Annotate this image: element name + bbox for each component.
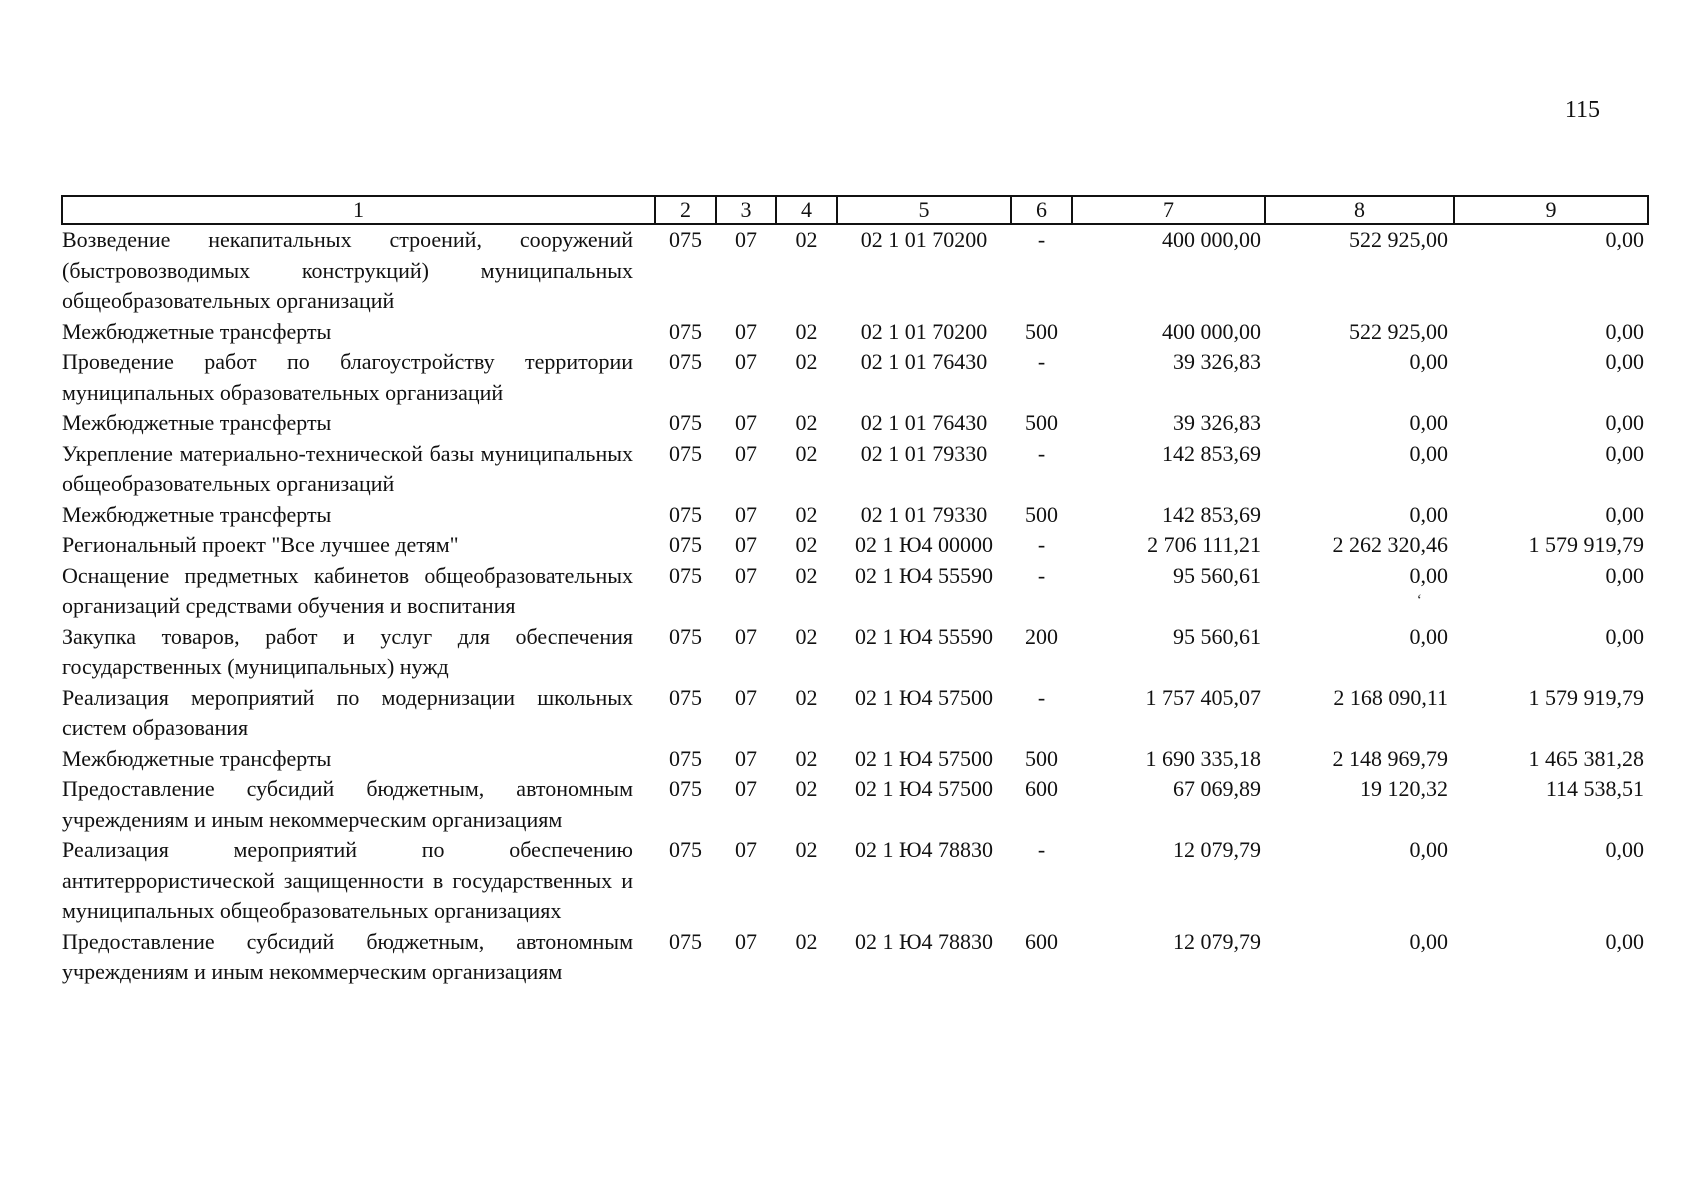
row-subsection [776, 683, 837, 744]
row-section [716, 683, 776, 744]
row-expense-type-text: 500 [1025, 501, 1058, 527]
row-target-article [837, 408, 1011, 439]
row-name [62, 774, 655, 835]
table-row [62, 530, 1648, 561]
row-expense-type-text: - [1037, 440, 1046, 466]
row-amount-8-text: 0,00 [1409, 837, 1448, 862]
row-expense-type [1011, 439, 1072, 500]
row-name [62, 530, 655, 561]
row-target-article [837, 622, 1011, 683]
row-ministry-code [655, 927, 716, 988]
row-amount-8 [1265, 408, 1454, 439]
row-section-text: 07 [735, 684, 757, 710]
row-target-article-text: 02 1 Ю4 55590 [854, 623, 994, 649]
table-row [62, 408, 1648, 439]
row-amount-7 [1072, 561, 1265, 622]
row-amount-8 [1265, 927, 1454, 988]
row-ministry-code-text: 075 [669, 349, 702, 374]
row-section [716, 500, 776, 531]
row-amount-7 [1072, 500, 1265, 531]
table-row [62, 774, 1648, 835]
row-ministry-code [655, 347, 716, 408]
row-name-text: Межбюджетные трансферты [62, 501, 332, 527]
row-target-article [837, 530, 1011, 561]
row-ministry-code [655, 530, 716, 561]
row-ministry-code-text: 075 [669, 684, 702, 710]
row-expense-type [1011, 530, 1072, 561]
row-amount-8 [1265, 317, 1454, 348]
row-amount-7-text: 12 079,79 [1173, 837, 1261, 862]
row-expense-type [1011, 622, 1072, 683]
row-amount-7 [1072, 835, 1265, 927]
budget-table [61, 195, 1649, 988]
row-amount-7 [1072, 683, 1265, 744]
row-subsection [776, 439, 837, 500]
row-expense-type [1011, 224, 1072, 317]
row-section-text: 07 [735, 623, 757, 649]
row-subsection-text: 02 [795, 745, 818, 771]
row-section [716, 561, 776, 622]
row-amount-9-text: 1 579 919,79 [1528, 684, 1644, 710]
row-expense-type [1011, 408, 1072, 439]
row-ministry-code [655, 774, 716, 835]
col-header-5: 5 [837, 196, 1011, 224]
row-name-text: Проведение работ по благоустройству территории муниципальных образовательных организаций [62, 349, 633, 405]
row-name [62, 224, 655, 317]
row-amount-9 [1454, 347, 1648, 408]
row-subsection [776, 744, 837, 775]
row-section-text: 07 [735, 776, 757, 801]
row-ministry-code [655, 561, 716, 622]
header-row [62, 196, 1648, 224]
row-subsection-text: 02 [795, 318, 818, 344]
row-amount-7-text: 1 757 405,07 [1145, 684, 1261, 710]
row-subsection-text: 02 [795, 410, 818, 435]
row-name-text: Реализация мероприятий по модернизации школьных систем образования [62, 684, 633, 740]
row-expense-type [1011, 683, 1072, 744]
row-amount-8 [1265, 622, 1454, 683]
row-name-text: Межбюджетные трансферты [62, 410, 332, 435]
row-expense-type [1011, 744, 1072, 775]
table-row [62, 835, 1648, 927]
row-expense-type [1011, 317, 1072, 348]
col-header-2: 2 [655, 196, 716, 224]
row-amount-8 [1265, 347, 1454, 408]
row-ministry-code-text: 075 [669, 562, 702, 588]
row-target-article-text: 02 1 Ю4 78830 [854, 837, 994, 862]
row-name [62, 500, 655, 531]
row-name-text: Реализация мероприятий по обеспечению антитеррористической защищенности в государственных и муниципальных общеобразовательных организациях [62, 837, 633, 923]
col-header-7: 7 [1072, 196, 1265, 224]
row-ministry-code-text: 075 [669, 837, 702, 862]
row-name-text: Предоставление субсидий бюджетным, автономным учреждениям и иным некоммерческим организациям [62, 776, 633, 832]
row-subsection-text: 02 [795, 684, 818, 710]
row-amount-8-text: 2 148 969,79 [1332, 745, 1448, 771]
row-amount-9-text: 0,00 [1605, 623, 1644, 649]
row-subsection-text: 02 [795, 227, 818, 252]
row-section-text: 07 [735, 532, 757, 557]
page-number: 115 [1564, 97, 1600, 123]
row-ministry-code-text: 075 [669, 745, 702, 771]
row-amount-9 [1454, 317, 1648, 348]
row-amount-7 [1072, 927, 1265, 988]
stray-mark: ‘ [1416, 592, 1422, 609]
row-amount-8-text: 0,00 [1409, 440, 1448, 466]
row-name-text: Предоставление субсидий бюджетным, автономным учреждениям и иным некоммерческим организациям [62, 928, 633, 984]
row-expense-type-text: - [1037, 562, 1046, 588]
row-subsection [776, 224, 837, 317]
row-expense-type-text: - [1037, 349, 1046, 374]
row-section-text: 07 [735, 318, 757, 344]
row-amount-9 [1454, 408, 1648, 439]
row-target-article-text: 02 1 Ю4 00000 [854, 532, 994, 557]
row-expense-type-text: 600 [1025, 776, 1058, 801]
row-amount-7 [1072, 530, 1265, 561]
row-section [716, 439, 776, 500]
table-row [62, 622, 1648, 683]
row-ministry-code-text: 075 [669, 532, 702, 557]
row-subsection [776, 927, 837, 988]
row-target-article [837, 317, 1011, 348]
col-header-1: 1 [62, 196, 655, 224]
row-subsection [776, 408, 837, 439]
row-amount-8-text: 2 168 090,11 [1333, 684, 1448, 710]
row-name [62, 927, 655, 988]
row-amount-7 [1072, 439, 1265, 500]
row-amount-8-text: 2 262 320,46 [1332, 532, 1448, 557]
row-amount-8 [1265, 774, 1454, 835]
row-amount-9-text: 0,00 [1605, 837, 1644, 862]
row-amount-7-text: 1 690 335,18 [1145, 745, 1261, 771]
row-ministry-code [655, 835, 716, 927]
row-section [716, 317, 776, 348]
row-amount-8 [1265, 530, 1454, 561]
row-amount-7-text: 142 853,69 [1162, 501, 1261, 527]
row-amount-7 [1072, 408, 1265, 439]
row-ministry-code-text: 075 [669, 440, 702, 466]
row-amount-8 [1265, 224, 1454, 317]
row-name [62, 744, 655, 775]
row-subsection [776, 530, 837, 561]
row-section-text: 07 [735, 928, 757, 954]
row-amount-7 [1072, 317, 1265, 348]
col-header-9: 9 [1454, 196, 1648, 224]
row-amount-9-text: 0,00 [1605, 440, 1644, 466]
row-name [62, 835, 655, 927]
row-amount-9 [1454, 530, 1648, 561]
row-section-text: 07 [735, 227, 757, 252]
row-amount-9 [1454, 622, 1648, 683]
row-amount-8-text: 0,00 [1409, 349, 1448, 374]
row-ministry-code [655, 622, 716, 683]
row-ministry-code [655, 317, 716, 348]
col-header-8: 8 [1265, 196, 1454, 224]
row-expense-type [1011, 927, 1072, 988]
row-amount-7 [1072, 347, 1265, 408]
row-amount-7 [1072, 774, 1265, 835]
row-section [716, 347, 776, 408]
col-header-6: 6 [1011, 196, 1072, 224]
row-section-text: 07 [735, 440, 757, 466]
row-subsection-text: 02 [795, 776, 818, 801]
row-expense-type-text: - [1037, 532, 1046, 557]
row-amount-7-text: 12 079,79 [1173, 928, 1261, 954]
row-section [716, 224, 776, 317]
row-target-article [837, 774, 1011, 835]
table-row [62, 561, 1648, 622]
row-section-text: 07 [735, 745, 757, 771]
row-amount-9 [1454, 774, 1648, 835]
row-subsection [776, 317, 837, 348]
row-name [62, 561, 655, 622]
row-amount-8 [1265, 683, 1454, 744]
row-amount-9 [1454, 500, 1648, 531]
row-ministry-code [655, 224, 716, 317]
table-row [62, 439, 1648, 500]
table-row [62, 224, 1648, 317]
table-row [62, 744, 1648, 775]
row-amount-9 [1454, 927, 1648, 988]
row-expense-type-text: 500 [1025, 318, 1058, 344]
row-name [62, 439, 655, 500]
row-amount-7-text: 400 000,00 [1162, 227, 1261, 252]
row-amount-9 [1454, 561, 1648, 622]
row-amount-8-text: 0,00 [1409, 562, 1448, 588]
row-name-text: Межбюджетные трансферты [62, 745, 332, 771]
row-amount-8-text: 0,00 [1409, 623, 1448, 649]
row-amount-9-text: 0,00 [1605, 562, 1644, 588]
row-amount-8-text: 0,00 [1409, 410, 1448, 435]
row-amount-9-text: 1 465 381,28 [1528, 745, 1644, 771]
row-expense-type-text: - [1037, 837, 1046, 862]
row-expense-type-text: 500 [1025, 745, 1058, 771]
row-amount-9 [1454, 835, 1648, 927]
row-subsection [776, 835, 837, 927]
row-subsection-text: 02 [795, 532, 818, 557]
row-name [62, 408, 655, 439]
row-amount-9 [1454, 224, 1648, 317]
row-amount-7-text: 95 560,61 [1173, 562, 1261, 588]
row-amount-7-text: 95 560,61 [1173, 623, 1261, 649]
row-section [716, 927, 776, 988]
row-amount-7 [1072, 622, 1265, 683]
row-section [716, 408, 776, 439]
row-amount-8-text: 0,00 [1409, 501, 1448, 527]
row-section-text: 07 [735, 349, 757, 374]
row-expense-type-text: - [1037, 684, 1046, 710]
row-name-text: Возведение некапитальных строений, сооружений (быстровозводимых конструкций) муниципальных общеобразовательных организаций [62, 227, 633, 313]
row-target-article-text: 02 1 01 76430 [860, 410, 988, 435]
row-amount-9-text: 0,00 [1605, 928, 1644, 954]
row-amount-7-text: 400 000,00 [1162, 318, 1261, 344]
row-subsection [776, 347, 837, 408]
row-ministry-code [655, 683, 716, 744]
row-target-article [837, 744, 1011, 775]
row-expense-type-text: 200 [1025, 623, 1058, 649]
row-target-article-text: 02 1 Ю4 57500 [854, 745, 994, 771]
row-target-article [837, 683, 1011, 744]
table-body [62, 224, 1648, 988]
row-expense-type [1011, 561, 1072, 622]
row-ministry-code [655, 439, 716, 500]
row-subsection [776, 561, 837, 622]
row-amount-9 [1454, 439, 1648, 500]
row-target-article-text: 02 1 Ю4 55590 [854, 562, 994, 588]
row-section [716, 744, 776, 775]
row-section [716, 530, 776, 561]
row-section [716, 622, 776, 683]
row-expense-type [1011, 347, 1072, 408]
row-amount-9-text: 1 579 919,79 [1528, 532, 1644, 557]
row-name-text: Укрепление материально-технической базы муниципальных общеобразовательных организаций [62, 440, 633, 496]
row-ministry-code [655, 408, 716, 439]
row-subsection-text: 02 [795, 837, 818, 862]
table-row [62, 317, 1648, 348]
table-row [62, 500, 1648, 531]
row-section-text: 07 [735, 501, 757, 527]
row-subsection-text: 02 [795, 501, 818, 527]
row-ministry-code-text: 075 [669, 776, 702, 801]
row-amount-8-text: 522 925,00 [1349, 227, 1448, 252]
row-ministry-code-text: 075 [669, 623, 702, 649]
row-amount-9-text: 114 538,51 [1545, 776, 1644, 801]
row-target-article-text: 02 1 01 70200 [860, 318, 988, 344]
row-subsection-text: 02 [795, 349, 818, 374]
row-expense-type [1011, 835, 1072, 927]
row-ministry-code [655, 500, 716, 531]
row-target-article-text: 02 1 01 79330 [860, 501, 988, 527]
row-ministry-code-text: 075 [669, 501, 702, 527]
row-target-article [837, 224, 1011, 317]
row-section [716, 774, 776, 835]
row-section-text: 07 [735, 837, 757, 862]
row-ministry-code [655, 744, 716, 775]
row-target-article-text: 02 1 01 76430 [860, 349, 988, 374]
row-amount-8 [1265, 835, 1454, 927]
row-name [62, 347, 655, 408]
row-amount-7-text: 142 853,69 [1162, 440, 1261, 466]
row-target-article-text: 02 1 01 79330 [860, 440, 988, 466]
table-row [62, 683, 1648, 744]
row-amount-8 [1265, 439, 1454, 500]
row-amount-7-text: 2 706 111,21 [1147, 532, 1261, 557]
row-amount-8-text: 0,00 [1409, 928, 1448, 954]
row-name-text: Региональный проект "Все лучшее детям" [62, 532, 459, 557]
row-target-article [837, 347, 1011, 408]
row-expense-type [1011, 774, 1072, 835]
row-name [62, 317, 655, 348]
row-expense-type [1011, 500, 1072, 531]
table-row [62, 347, 1648, 408]
row-expense-type-text: 500 [1025, 410, 1058, 435]
row-subsection [776, 500, 837, 531]
row-amount-9 [1454, 683, 1648, 744]
row-amount-8 [1265, 561, 1454, 622]
row-subsection [776, 774, 837, 835]
row-target-article-text: 02 1 01 70200 [860, 227, 988, 252]
row-target-article [837, 927, 1011, 988]
row-amount-9-text: 0,00 [1605, 349, 1644, 374]
row-target-article [837, 439, 1011, 500]
row-name-text: Межбюджетные трансферты [62, 318, 332, 344]
row-expense-type-text: - [1037, 227, 1046, 252]
row-target-article-text: 02 1 Ю4 57500 [854, 684, 994, 710]
row-amount-9-text: 0,00 [1605, 227, 1644, 252]
row-amount-7 [1072, 744, 1265, 775]
col-header-3: 3 [716, 196, 776, 224]
row-ministry-code-text: 075 [669, 318, 702, 344]
row-target-article [837, 835, 1011, 927]
row-amount-7-text: 67 069,89 [1173, 776, 1261, 801]
row-section-text: 07 [735, 410, 757, 435]
row-ministry-code-text: 075 [669, 928, 702, 954]
row-amount-8 [1265, 500, 1454, 531]
col-header-4: 4 [776, 196, 837, 224]
row-target-article-text: 02 1 Ю4 57500 [854, 776, 994, 801]
row-subsection-text: 02 [795, 440, 818, 466]
row-amount-8-text: 19 120,32 [1360, 776, 1448, 801]
row-amount-7 [1072, 224, 1265, 317]
row-amount-9-text: 0,00 [1605, 410, 1644, 435]
row-ministry-code-text: 075 [669, 227, 702, 252]
row-subsection-text: 02 [795, 562, 818, 588]
row-amount-7-text: 39 326,83 [1173, 349, 1261, 374]
row-amount-9-text: 0,00 [1605, 318, 1644, 344]
row-name-text: Закупка товаров, работ и услуг для обеспечения государственных (муниципальных) нужд [62, 623, 633, 679]
row-amount-7-text: 39 326,83 [1173, 410, 1261, 435]
row-subsection [776, 622, 837, 683]
row-section [716, 835, 776, 927]
row-expense-type-text: 600 [1025, 928, 1058, 954]
row-amount-8-text: 522 925,00 [1349, 318, 1448, 344]
row-ministry-code-text: 075 [669, 410, 702, 435]
row-name [62, 683, 655, 744]
row-subsection-text: 02 [795, 928, 818, 954]
row-target-article-text: 02 1 Ю4 78830 [854, 928, 994, 954]
row-section-text: 07 [735, 562, 757, 588]
row-target-article [837, 500, 1011, 531]
table-row [62, 927, 1648, 988]
row-amount-9-text: 0,00 [1605, 501, 1644, 527]
row-amount-8 [1265, 744, 1454, 775]
row-amount-9 [1454, 744, 1648, 775]
row-subsection-text: 02 [795, 623, 818, 649]
row-name [62, 622, 655, 683]
row-name-text: Оснащение предметных кабинетов общеобразовательных организаций средствами обучения и воспитания [62, 562, 633, 618]
row-target-article [837, 561, 1011, 622]
